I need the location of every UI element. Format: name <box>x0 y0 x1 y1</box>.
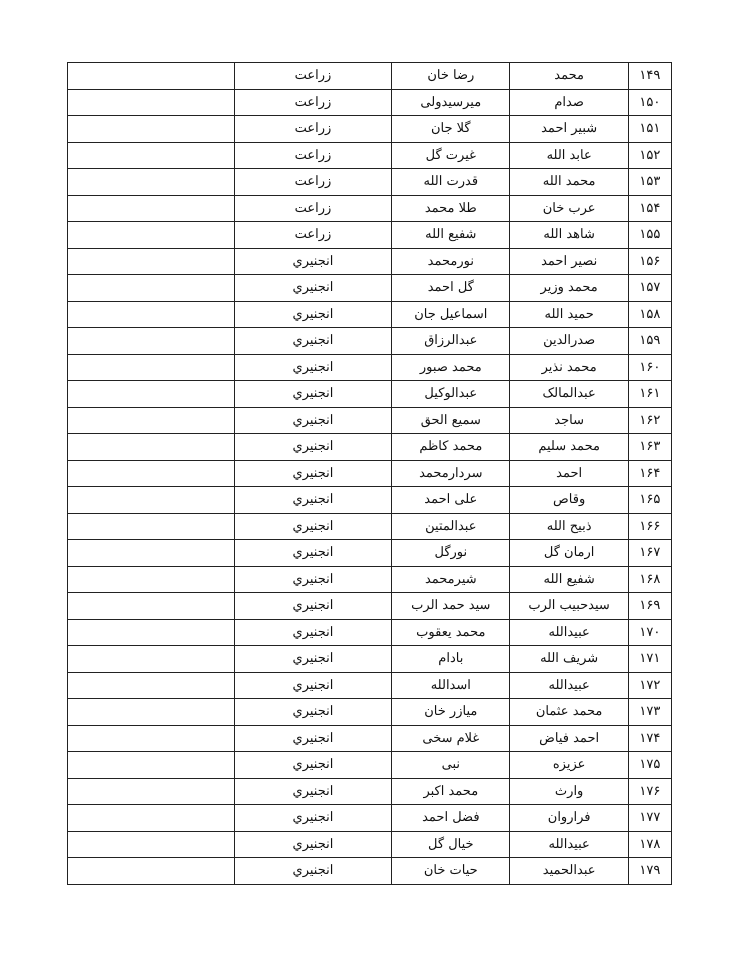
table-row <box>68 487 672 514</box>
faculty-cell: انجنیري <box>234 725 391 752</box>
notes-cell <box>68 566 235 593</box>
faculty-cell: انجنیري <box>234 805 391 832</box>
table-row <box>68 566 672 593</box>
table-row <box>68 460 672 487</box>
notes-cell <box>68 593 235 620</box>
notes-cell <box>68 89 235 116</box>
table-row <box>68 301 672 328</box>
row-number-cell: ۱۵۶ <box>628 248 671 275</box>
notes-cell <box>68 222 235 249</box>
table-row <box>68 275 672 302</box>
father-name-cell: غیرت گل <box>392 142 510 169</box>
father-name-cell: غلام سخی <box>392 725 510 752</box>
father-name-cell: محمد یعقوب <box>392 619 510 646</box>
faculty-cell: انجنیري <box>234 646 391 673</box>
notes-cell <box>68 407 235 434</box>
name-cell: ساجد <box>510 407 628 434</box>
notes-cell <box>68 116 235 143</box>
faculty-cell: انجنیري <box>234 566 391 593</box>
notes-cell <box>68 487 235 514</box>
row-number-cell: ۱۷۹ <box>628 858 671 885</box>
father-name-cell: نورمحمد <box>392 248 510 275</box>
faculty-cell: انجنیري <box>234 487 391 514</box>
faculty-cell: انجنیري <box>234 513 391 540</box>
father-name-cell: عبدالرزاق <box>392 328 510 355</box>
row-number-cell: ۱۷۶ <box>628 778 671 805</box>
faculty-cell: انجنیري <box>234 434 391 461</box>
father-name-cell: اسماعیل جان <box>392 301 510 328</box>
father-name-cell: سید حمد الرب <box>392 593 510 620</box>
faculty-cell: زراعت <box>234 142 391 169</box>
row-number-cell: ۱۶۴ <box>628 460 671 487</box>
faculty-cell: زراعت <box>234 195 391 222</box>
table-row <box>68 593 672 620</box>
father-name-cell: گلا جان <box>392 116 510 143</box>
name-cell: عزیزه <box>510 752 628 779</box>
faculty-cell: انجنیري <box>234 619 391 646</box>
faculty-cell: انجنیري <box>234 381 391 408</box>
name-cell: صدام <box>510 89 628 116</box>
notes-cell <box>68 195 235 222</box>
table-row <box>68 328 672 355</box>
notes-cell <box>68 354 235 381</box>
name-cell: عبیدالله <box>510 672 628 699</box>
father-name-cell: عبدالوکیل <box>392 381 510 408</box>
father-name-cell: محمد صبور <box>392 354 510 381</box>
faculty-cell: انجنیري <box>234 407 391 434</box>
row-number-cell: ۱۶۶ <box>628 513 671 540</box>
name-cell: نصیر احمد <box>510 248 628 275</box>
name-cell: شفیع الله <box>510 566 628 593</box>
name-cell: عبدالمالک <box>510 381 628 408</box>
faculty-cell: زراعت <box>234 222 391 249</box>
father-name-cell: بادام <box>392 646 510 673</box>
table-body <box>68 63 672 885</box>
table-row <box>68 169 672 196</box>
father-name-cell: سردارمحمد <box>392 460 510 487</box>
notes-cell <box>68 63 235 90</box>
notes-cell <box>68 699 235 726</box>
father-name-cell: حیات خان <box>392 858 510 885</box>
name-cell: محمد سلیم <box>510 434 628 461</box>
row-number-cell: ۱۷۴ <box>628 725 671 752</box>
father-name-cell: میازر خان <box>392 699 510 726</box>
notes-cell <box>68 858 235 885</box>
name-cell: محمد وزیر <box>510 275 628 302</box>
notes-cell <box>68 513 235 540</box>
father-name-cell: محمد کاظم <box>392 434 510 461</box>
table-row <box>68 805 672 832</box>
faculty-cell: انجنیري <box>234 540 391 567</box>
row-number-cell: ۱۵۸ <box>628 301 671 328</box>
notes-cell <box>68 381 235 408</box>
name-cell: عابد الله <box>510 142 628 169</box>
faculty-cell: انجنیري <box>234 301 391 328</box>
table-row <box>68 381 672 408</box>
table-row <box>68 858 672 885</box>
notes-cell <box>68 646 235 673</box>
name-cell: عرب خان <box>510 195 628 222</box>
notes-cell <box>68 619 235 646</box>
faculty-cell: انجنیري <box>234 593 391 620</box>
notes-cell <box>68 778 235 805</box>
row-number-cell: ۱۵۲ <box>628 142 671 169</box>
father-name-cell: محمد اکبر <box>392 778 510 805</box>
notes-cell <box>68 672 235 699</box>
father-name-cell: اسدالله <box>392 672 510 699</box>
name-cell: صدرالدین <box>510 328 628 355</box>
row-number-cell: ۱۶۹ <box>628 593 671 620</box>
father-name-cell: علی احمد <box>392 487 510 514</box>
notes-cell <box>68 248 235 275</box>
faculty-cell: انجنیري <box>234 354 391 381</box>
faculty-cell: انجنیري <box>234 328 391 355</box>
name-cell: احمد فیاض <box>510 725 628 752</box>
name-cell: محمد الله <box>510 169 628 196</box>
table-row <box>68 354 672 381</box>
table-row <box>68 434 672 461</box>
notes-cell <box>68 275 235 302</box>
father-name-cell: شفیع الله <box>392 222 510 249</box>
row-number-cell: ۱۷۰ <box>628 619 671 646</box>
name-cell: حمید الله <box>510 301 628 328</box>
row-number-cell: ۱۴۹ <box>628 63 671 90</box>
row-number-cell: ۱۶۱ <box>628 381 671 408</box>
father-name-cell: طلا محمد <box>392 195 510 222</box>
table-row <box>68 540 672 567</box>
row-number-cell: ۱۶۷ <box>628 540 671 567</box>
father-name-cell: فضل احمد <box>392 805 510 832</box>
table-row <box>68 752 672 779</box>
row-number-cell: ۱۷۷ <box>628 805 671 832</box>
name-cell: عبیدالله <box>510 831 628 858</box>
name-cell: شریف الله <box>510 646 628 673</box>
name-cell: شاهد الله <box>510 222 628 249</box>
row-number-cell: ۱۷۳ <box>628 699 671 726</box>
father-name-cell: نبی <box>392 752 510 779</box>
faculty-cell: انجنیري <box>234 778 391 805</box>
notes-cell <box>68 328 235 355</box>
faculty-cell: زراعت <box>234 89 391 116</box>
notes-cell <box>68 434 235 461</box>
faculty-cell: زراعت <box>234 169 391 196</box>
name-cell: ارمان گل <box>510 540 628 567</box>
name-cell: سیدحبیب الرب <box>510 593 628 620</box>
notes-cell <box>68 142 235 169</box>
faculty-cell: انجنیري <box>234 831 391 858</box>
name-cell: وقاص <box>510 487 628 514</box>
notes-cell <box>68 540 235 567</box>
father-name-cell: عبدالمتین <box>392 513 510 540</box>
name-cell: ذبیح الله <box>510 513 628 540</box>
name-cell: عبدالحمید <box>510 858 628 885</box>
notes-cell <box>68 460 235 487</box>
name-cell: عبیدالله <box>510 619 628 646</box>
father-name-cell: شیرمحمد <box>392 566 510 593</box>
father-name-cell: نورگل <box>392 540 510 567</box>
faculty-cell: انجنیري <box>234 672 391 699</box>
faculty-cell: انجنیري <box>234 275 391 302</box>
notes-cell <box>68 169 235 196</box>
notes-cell <box>68 725 235 752</box>
row-number-cell: ۱۵۴ <box>628 195 671 222</box>
table-row <box>68 248 672 275</box>
faculty-cell: انجنیري <box>234 752 391 779</box>
name-cell: محمد عثمان <box>510 699 628 726</box>
father-name-cell: گل احمد <box>392 275 510 302</box>
father-name-cell: سمیع الحق <box>392 407 510 434</box>
row-number-cell: ۱۶۳ <box>628 434 671 461</box>
row-number-cell: ۱۵۹ <box>628 328 671 355</box>
father-name-cell: قدرت الله <box>392 169 510 196</box>
name-cell: محمد <box>510 63 628 90</box>
table-row <box>68 222 672 249</box>
faculty-cell: انجنیري <box>234 699 391 726</box>
row-number-cell: ۱۶۰ <box>628 354 671 381</box>
row-number-cell: ۱۷۸ <box>628 831 671 858</box>
name-cell: فراروان <box>510 805 628 832</box>
row-number-cell: ۱۵۰ <box>628 89 671 116</box>
table-row <box>68 407 672 434</box>
table-row <box>68 672 672 699</box>
name-cell: احمد <box>510 460 628 487</box>
notes-cell <box>68 831 235 858</box>
table-row <box>68 619 672 646</box>
row-number-cell: ۱۵۱ <box>628 116 671 143</box>
table-row <box>68 646 672 673</box>
name-cell: محمد نذیر <box>510 354 628 381</box>
student-list-table <box>67 62 672 885</box>
table-row <box>68 778 672 805</box>
row-number-cell: ۱۶۲ <box>628 407 671 434</box>
table-row <box>68 831 672 858</box>
table-row <box>68 89 672 116</box>
notes-cell <box>68 752 235 779</box>
table-row <box>68 195 672 222</box>
name-cell: شبیر احمد <box>510 116 628 143</box>
father-name-cell: میرسیدولی <box>392 89 510 116</box>
table-row <box>68 142 672 169</box>
table-row <box>68 699 672 726</box>
row-number-cell: ۱۵۳ <box>628 169 671 196</box>
row-number-cell: ۱۶۸ <box>628 566 671 593</box>
father-name-cell: خیال گل <box>392 831 510 858</box>
father-name-cell: رضا خان <box>392 63 510 90</box>
notes-cell <box>68 301 235 328</box>
name-cell: وارث <box>510 778 628 805</box>
row-number-cell: ۱۵۵ <box>628 222 671 249</box>
table-row <box>68 725 672 752</box>
row-number-cell: ۱۷۲ <box>628 672 671 699</box>
faculty-cell: انجنیري <box>234 858 391 885</box>
faculty-cell: انجنیري <box>234 248 391 275</box>
table-row <box>68 63 672 90</box>
row-number-cell: ۱۵۷ <box>628 275 671 302</box>
row-number-cell: ۱۶۵ <box>628 487 671 514</box>
faculty-cell: زراعت <box>234 63 391 90</box>
faculty-cell: انجنیري <box>234 460 391 487</box>
notes-cell <box>68 805 235 832</box>
faculty-cell: زراعت <box>234 116 391 143</box>
table-row <box>68 513 672 540</box>
row-number-cell: ۱۷۵ <box>628 752 671 779</box>
row-number-cell: ۱۷۱ <box>628 646 671 673</box>
table-row <box>68 116 672 143</box>
